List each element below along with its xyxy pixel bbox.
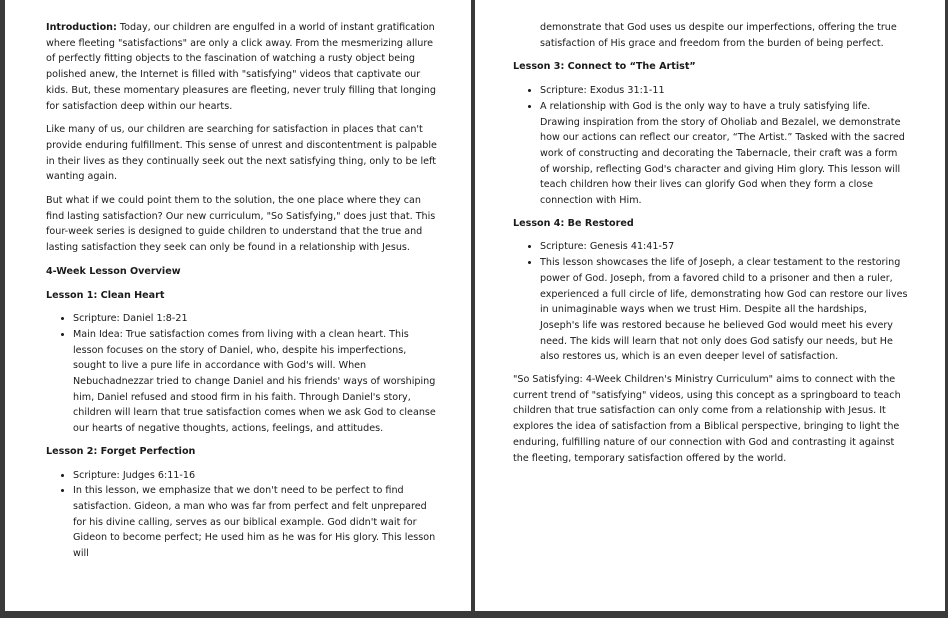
lesson-4-main-idea: • This lesson showcases the life of Joseph, a clear testament to the restoring power of God. Joseph, from a favored child to a prisoner and then a ruler, experienced a full circle of life, demonstrating how God can restore our lives in unimaginable ways when we trust Him. Despite all the hardships, Joseph's life was restored because he believed God would meet his every need. The kids will learn that not only does God satisfy our needs, but He also restores us, which is an even deeper level of satisfaction. bbox=[540, 255, 909, 365]
lesson-4-list bbox=[513, 239, 909, 365]
lesson-3-scripture: • Scripture: Exodus 31:1-11 bbox=[540, 83, 909, 99]
lesson-2-list bbox=[46, 468, 441, 562]
lesson-1-main-idea: • Main Idea: True satisfaction comes from living with a clean heart. This lesson focuses on the story of Daniel, who, despite his imperfections, sought to live a pure life in accordance with God's will. When Nebuchadnezzar tried to change Daniel and his friends' ways of worshiping him, Daniel refused and stood firm in his faith. Through Daniel's story, children will learn that true satisfaction comes when we ask God to cleanse our hearts of negative thoughts, actions, feelings, and attitudes. bbox=[73, 327, 441, 437]
lesson-2-scripture: • Scripture: Judges 6:11-16 bbox=[73, 468, 441, 484]
overview-heading: 4-Week Lesson Overview bbox=[46, 265, 181, 277]
intro-label: Introduction: bbox=[46, 22, 117, 33]
lesson-1-heading: Lesson 1: Clean Heart bbox=[46, 289, 165, 301]
paragraph-2: Like many of us, our children are searching for satisfaction in places that can't provide enduring fulfillment. This sense of unrest and discontentment is palpable in their lives as they continually seek out the next satisfying thing, only to be left wanting again. bbox=[46, 124, 437, 183]
lesson-4-scripture: • Scripture: Genesis 41:41-57 bbox=[540, 239, 909, 255]
intro-text: Today, our children are engulfed in a world of instant gratification where fleeting "satisfactions" are only a click away. From the mesmerizing allure of perfectly fitting objects to the fascination of watching a rusty object being polished anew, the Internet is filled with "satisfying" videos that captivate our kids. But, these momentary pleasures are fleeting, never truly filling that longing for satisfaction deep within our hearts. bbox=[46, 22, 436, 112]
lesson-3-list bbox=[513, 83, 909, 209]
lesson-2-continued: demonstrate that God uses us despite our imperfections, offering the true satisfaction of His grace and freedom from the burden of being perfect. bbox=[540, 22, 897, 49]
intro-paragraph bbox=[46, 20, 441, 114]
document-page-right[interactable] bbox=[475, 0, 945, 611]
document-page-left[interactable] bbox=[5, 0, 471, 611]
closing-paragraph: "So Satisfying: 4-Week Children's Ministry Curriculum" aims to connect with the current trend of "satisfying" videos, using this concept as a springboard to teach children that true satisfaction can only come from a relationship with Jesus. It explores the idea of satisfaction from a Biblical perspective, bringing to light the enduring, fulfilling nature of our connection with God and contrasting it against the fleeting, temporary satisfaction offered by the world. bbox=[513, 374, 901, 464]
lesson-3-heading: Lesson 3: Connect to “The Artist” bbox=[513, 61, 696, 73]
lesson-3-main-idea: • A relationship with God is the only way to have a truly satisfying life. Drawing inspiration from the story of Oholiab and Bezalel, we demonstrate how our actions can reflect our creator, “The Artist.” Tasked with the sacred work of constructing and decorating the Tabernacle, their craft was a form of worship, reflecting God's character and giving Him glory. This lesson will teach children how their lives can glorify God when they form a close connection with Him. bbox=[540, 99, 909, 209]
lesson-1-scripture: • Scripture: Daniel 1:8-21 bbox=[73, 311, 441, 327]
lesson-1-list bbox=[46, 311, 441, 437]
lesson-2-main-idea: • In this lesson, we emphasize that we don't need to be perfect to find satisfaction. Gideon, a man who was far from perfect and felt unprepared for his divine calling, serves as our biblical example. God didn't wait for Gideon to become perfect; He used him as he was for His glory. This lesson will bbox=[73, 483, 441, 562]
paragraph-3: But what if we could point them to the solution, the one place where they can find lasting satisfaction? Our new curriculum, "So Satisfying," does just that. This four-week series is designed to guide children to understand that the true and lasting satisfaction they seek can only be found in a relationship with Jesus. bbox=[46, 195, 436, 254]
lesson-4-heading: Lesson 4: Be Restored bbox=[513, 217, 634, 229]
lesson-2-heading: Lesson 2: Forget Perfection bbox=[46, 445, 196, 457]
